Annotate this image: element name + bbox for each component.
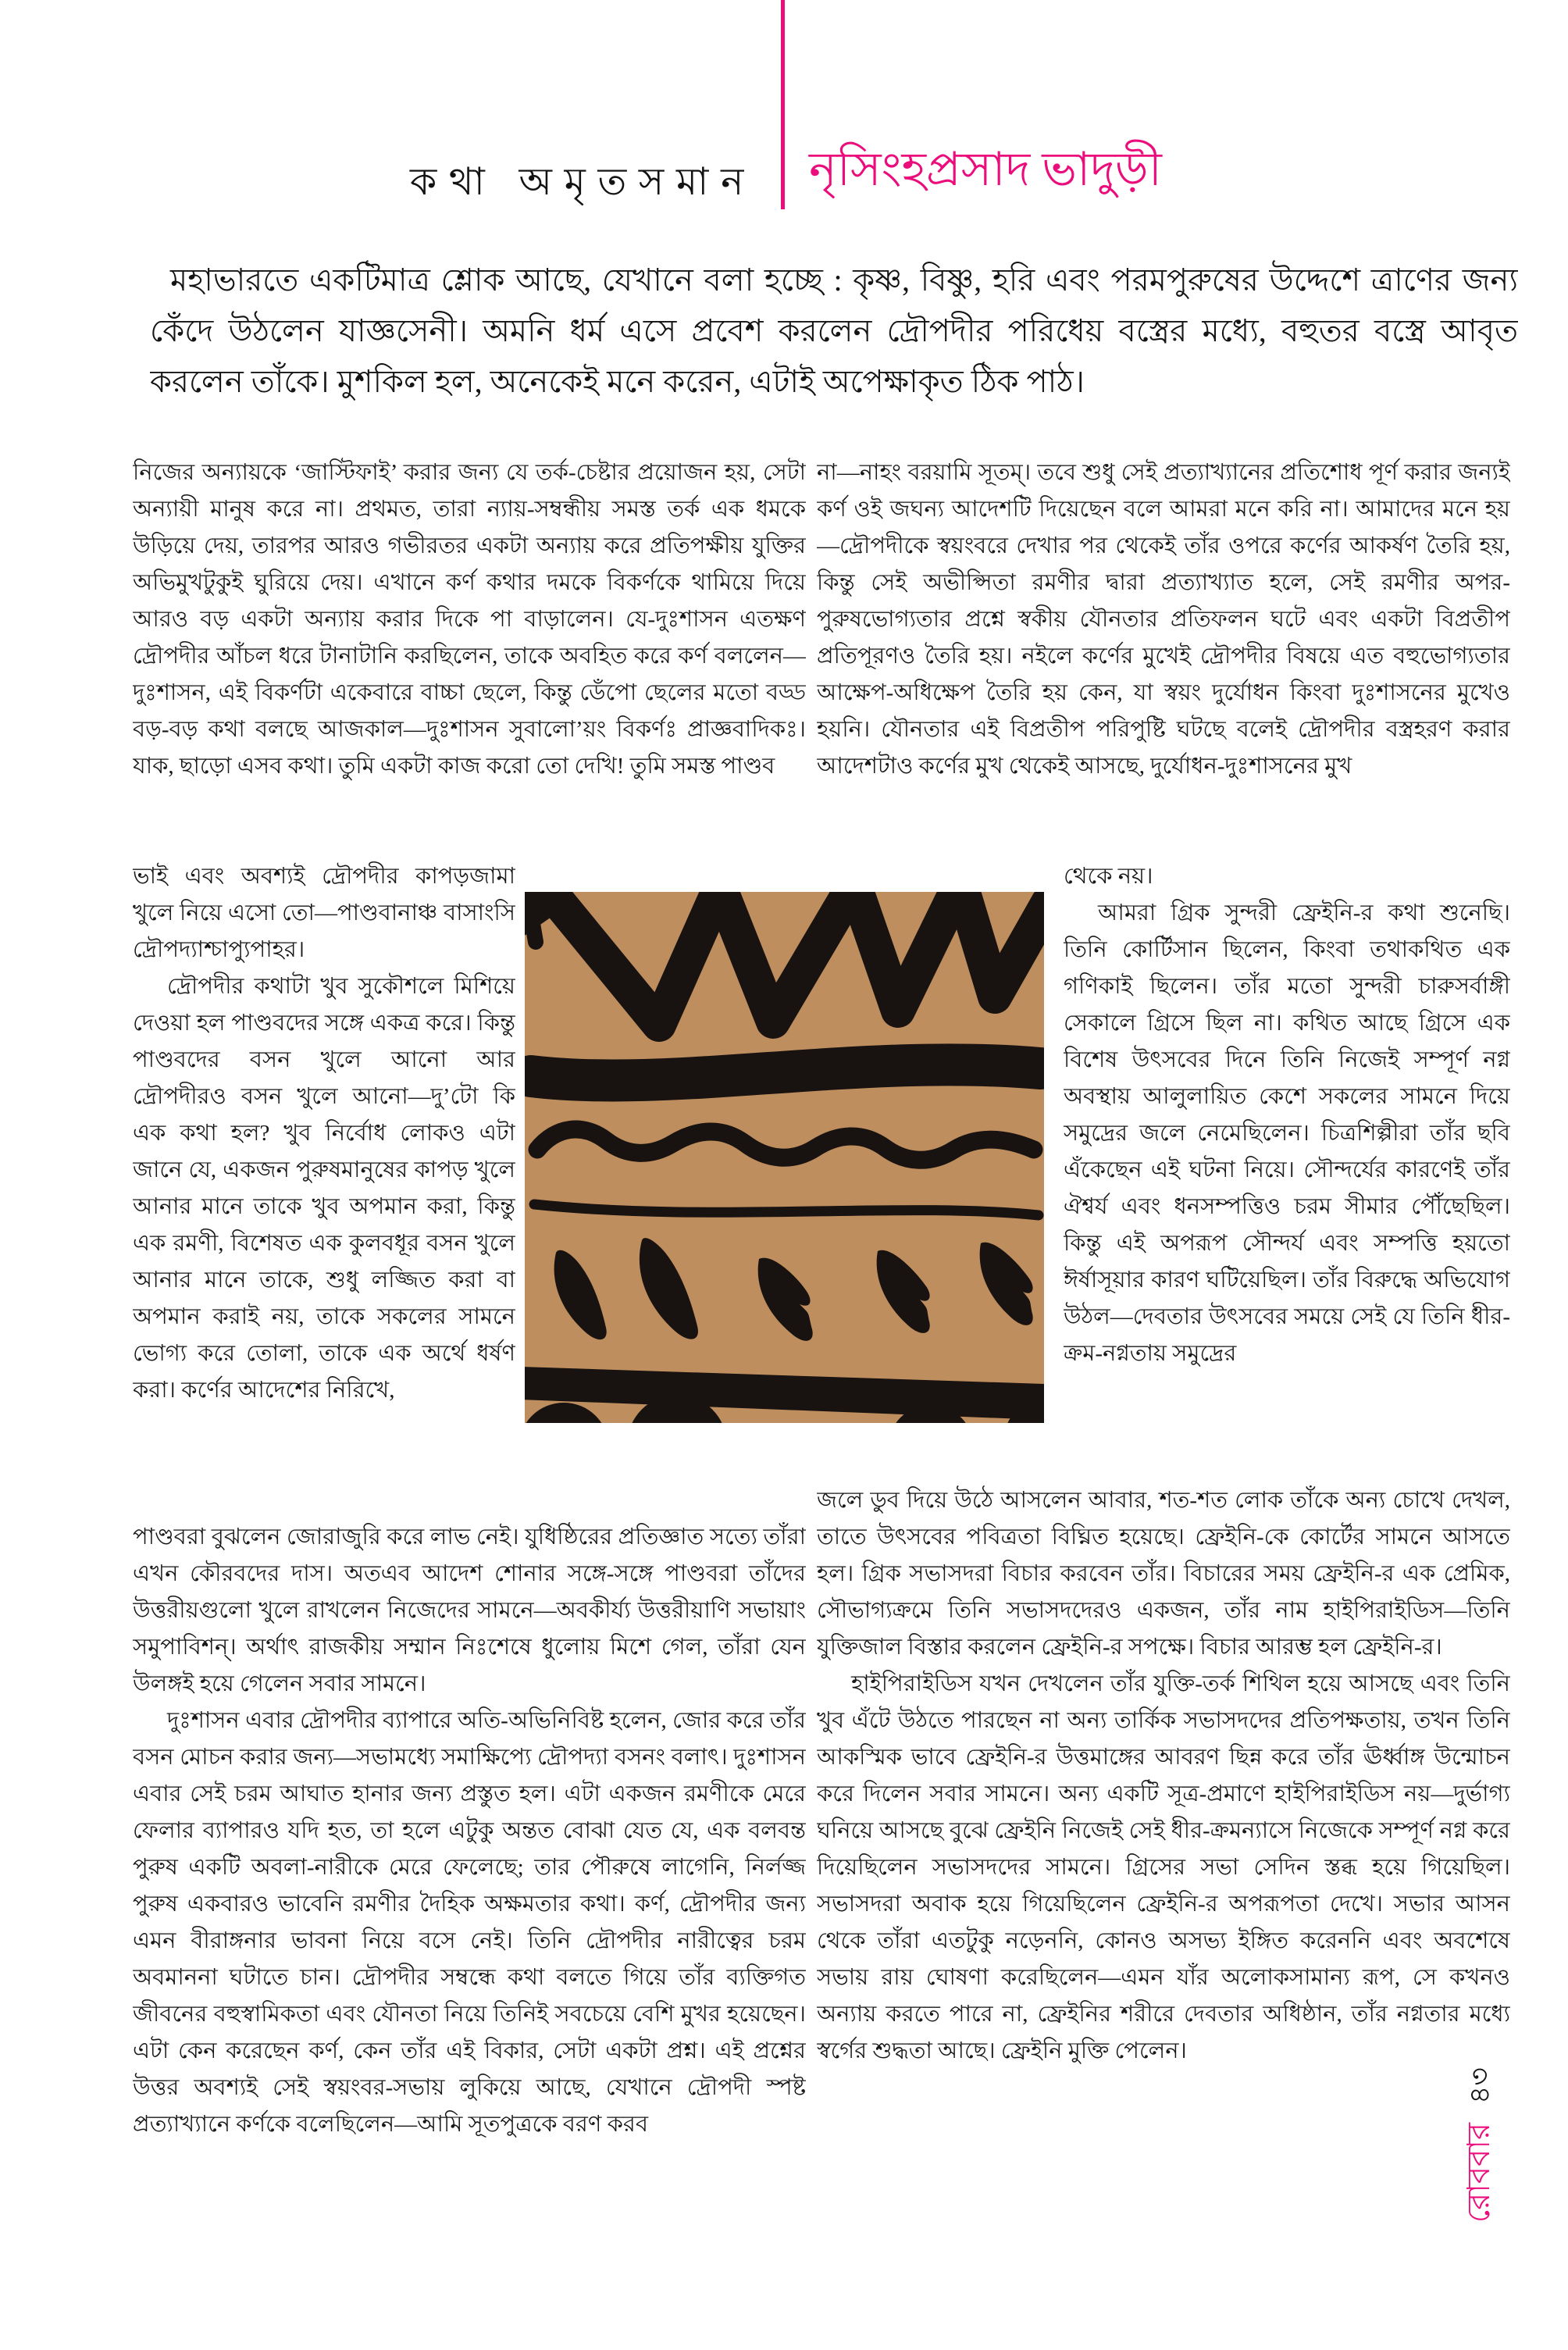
body-paragraph: নিজের অন্যায়কে ‘জাস্টিফাই’ করার জন্য যে তর্ক-চেষ্টার প্রয়োজন হয়, সেটা অন্যায়ী মানুষ করে না। প্রথমত, তারা ন্যায়-সম্বন্ধীয় সমস্ত তর্ক এক ধমকে উড়িয়ে দেয়, তারপর আরও গভীরতর একটা অন্যায় করে প্রতিপক্ষীয় যুক্তির অভিমুখটুকুই ঘুরিয়ে দেয়। এখানে কর্ণ কথার দমকে বিকর্ণকে থামিয়ে দিয়ে আরও বড় একটা অন্যায় করার দিকে পা বাড়ালেন। যে-দুঃশাসন এতক্ষণ দ্রৌপদীর আঁচল ধরে টানাটানি করছিলেন, তাকে অবহিত করে কর্ণ বললেন—দুঃশাসন, এই বিকর্ণটা একেবারে বাচ্চা ছেলে, কিন্তু ডেঁপো ছেলের মতো বড্ড বড়-বড় কথা বলছে আজকাল—দুঃশাসন সুবালো’য়ং বিকর্ণঃ প্রাজ্ঞবাদিকঃ। যাক, ছাড়ো এসব কথা। তুমি একটা কাজ করো তো দেখি! তুমি সমস্ত পাণ্ডব [133, 460, 806, 779]
header-divider-line [781, 0, 785, 209]
body-paragraph: দ্রৌপদীর কথাটা খুব সুকৌশলে মিশিয়ে দেওয়া হল পাণ্ডবদের সঙ্গে একত্র করে। কিন্তু পাণ্ডবদের বসন খুলে আনো আর দ্রৌপদীরও বসন খুলে আনো—দু’টো কি এক কথা হল? খুব নির্বোধ লোকও এটা জানে যে, একজন পুরুষমানুষের কাপড় খুলে আনার মানে তাকে খুব অপমান করা, কিন্তু এক রমণী, বিশেষত এক কুলবধূর বসন খুলে আনার মানে তাকে, শুধু লজ্জিত করা বা অপমান করাই নয়, তাকে সকলের সামনে ভোগ্য করে তোলা, তাকে এক অর্থে ধর্ষণ করা। কর্ণের আদেশের নিরিখে, [133, 974, 515, 1403]
section-title: কথা অমৃতসমান [409, 160, 756, 203]
page-number: ৪৩ [1464, 2067, 1495, 2105]
body-paragraph: জলে ডুব দিয়ে উঠে আসলেন আবার, শত-শত লোক তাঁকে অন্য চোখে দেখল, তাতে উৎসবের পবিত্রতা বিঘ্নিত হয়েছে। ফ্রেইনি-কে কোর্টের সামনে আসতে হল। গ্রিক সভাসদরা বিচার করবেন তাঁর। বিচারের সময় ফ্রেইনি-র এক প্রেমিক, সৌভাগ্যক্রমে তিনি সভাসদদেরও একজন, তাঁর নাম হাইপিরাইডিস—তিনি যুক্তিজাল বিস্তার করলেন ফ্রেইনি-র সপক্ষে। বিচার আরম্ভ হল ফ্রেইনি-র। [817, 1488, 1510, 1660]
tribal-brush-artwork [525, 892, 1044, 1423]
tribal-brush-artwork-svg [525, 892, 1044, 1423]
right-column-top [817, 455, 1510, 858]
left-column-bottom [133, 1519, 806, 2222]
right-column-beside-artwork [1064, 858, 1510, 1482]
body-paragraph: আমরা গ্রিক সুন্দরী ফ্রেইনি-র কথা শুনেছি। তিনি কোর্টিসান ছিলেন, কিংবা তথাকথিত এক গণিকাই ছিলেন। তাঁর মতো সুন্দরী চারুসর্বাঙ্গী সেকালে গ্রিসে ছিল না। কথিত আছে গ্রিসে এক বিশেষ উৎসবের দিনে তিনি নিজেই সম্পূর্ণ নগ্ন অবস্থায় আলুলায়িত কেশে সকলের সামনে দিয়ে সমুদ্রের জলে নেমেছিলেন। চিত্রশিল্পীরা তাঁর ছবি এঁকেছেন এই ঘটনা নিয়ে। সৌন্দর্যের কারণেই তাঁর ঐশ্বর্য এবং ধনসম্পত্তিও চরম সীমার পৌঁছেছিল। কিন্তু এই অপরূপ সৌন্দর্য এবং সম্পত্তি হয়তো ঈর্ষাসূয়ার কারণ ঘটিয়েছিল। তাঁর বিরুদ্ধে অভিযোগ উঠল—দেবতার উৎসবের সময়ে সেই যে তিনি ধীর-ক্রম-নগ্নতায় সমুদ্রের [1064, 900, 1510, 1366]
right-column-bottom [817, 1482, 1510, 2232]
body-paragraph: হাইপিরাইডিস যখন দেখলেন তাঁর যুক্তি-তর্ক শিথিল হয়ে আসছে এবং তিনি খুব এঁটে উঠতে পারছেন না অন্য তার্কিক সভাসদদের প্রতিপক্ষতায়, তখন তিনি আকস্মিক ভাবে ফ্রেইনি-র উত্তমাঙ্গের আবরণ ছিন্ন করে তাঁর ঊর্ধ্বাঙ্গ উন্মোচন করে দিলেন সবার সামনে। অন্য একটি সূত্র-প্রমাণে হাইপিরাইডিস নয়—দুর্ভাগ্য ঘনিয়ে আসছে বুঝে ফ্রেইনি নিজেই সেই ধীর-ক্রমন্যাসে নিজেকে সম্পূর্ণ নগ্ন করে দিয়েছিলেন সভাসদদের সামনে। গ্রিসের সভা সেদিন স্তব্ধ হয়ে গিয়েছিল। সভাসদরা অবাক হয়ে গিয়েছিলেন ফ্রেইনি-র অপরূপতা দেখে। সভার আসন থেকে তাঁরা এতটুকু নড়েননি, কোনও অসভ্য ইঙ্গিত করেননি এবং অবশেষে সভায় রায় ঘোষণা করেছিলেন—এমন যাঁর অলোকসামান্য রূপ, সে কখনও অন্যায় করতে পারে না, ফ্রেইনির শরীরে দেবতার অধিষ্ঠান, তাঁর নগ্নতার মধ্যে স্বর্গের শুদ্ধতা আছে। ফ্রেইনি মুক্তি পেলেন। [817, 1671, 1510, 2063]
left-column-beside-artwork [133, 858, 515, 1519]
body-paragraph: ভাই এবং অবশ্যই দ্রৌপদীর কাপড়জামা খুলে নিয়ে এসো তো—পাণ্ডবানাঞ্চ বাসাংসি দ্রৌপদ্যাশ্চাপ্যুপাহর। [133, 864, 515, 962]
body-paragraph: পাণ্ডবরা বুঝলেন জোরাজুরি করে লাভ নেই। যুধিষ্ঠিরের প্রতিজ্ঞাত সত্যে তাঁরা এখন কৌরবদের দাস। অতএব আদেশ শোনার সঙ্গে-সঙ্গে পাণ্ডবরা তাঁদের উত্তরীয়গুলো খুলে রাখলেন নিজেদের সামনে—অবকীর্য্য উত্তরীয়াণি সভায়াং সমুপাবিশন্। অর্থাৎ রাজকীয় সম্মান নিঃশেষে ধুলোয় মিশে গেল, তাঁরা যেন উলঙ্গই হয়ে গেলেন সবার সামনে। [133, 1524, 806, 1696]
author-name: নৃসিংহপ্রসাদ ভাদুড়ী [809, 144, 1162, 195]
body-paragraph: না—নাহং বরয়ামি সূতম্। তবে শুধু সেই প্রত্যাখ্যানের প্রতিশোধ পূর্ণ করার জন্যই কর্ণ ওই জঘন্য আদেশটি দিয়েছেন বলে আমরা মনে করি না। আমাদের মনে হয়—দ্রৌপদীকে স্বয়ংবরে দেখার পর থেকেই তাঁর ওপরে কর্ণের আকর্ষণ তৈরি হয়, কিন্তু সেই অভীপ্সিতা রমণীর দ্বারা প্রত্যাখ্যাত হলে, সেই রমণীর অপর-পুরুষভোগ্যতার প্রশ্নে স্বকীয় যৌনতার প্রতিফলন ঘটে এবং একটা বিপ্রতীপ প্রতিপূরণও তৈরি হয়। নইলে কর্ণের মুখেই দ্রৌপদীর বিষয়ে এত বহুভোগ্যতার আক্ষেপ-অধিক্ষেপ তৈরি হয় কেন, যা স্বয়ং দুর্যোধন কিংবা দুঃশাসনের মুখেও হয়নি। যৌনতার এই বিপ্রতীপ পরিপুষ্টি ঘটছে বলেই দ্রৌপদীর বস্ত্রহরণ করার আদেশটাও কর্ণের মুখ থেকেই আসছে, দুর্যোধন-দুঃশাসনের মুখ [817, 460, 1510, 779]
magazine-name: রোববার [1461, 2123, 1496, 2223]
intro-paragraph: মহাভারতে একটিমাত্র শ্লোক আছে, যেখানে বলা হচ্ছে : কৃষ্ণ, বিষ্ণু, হরি এবং পরমপুরুষের উদ্দেশে ত্রাণের জন্য কেঁদে উঠলেন যাজ্ঞসেনী। অমনি ধর্ম এসে প্রবেশ করলেন দ্রৌপদীর পরিধেয় বস্ত্রের মধ্যে, বহুতর বস্ত্রে আবৃত করলেন তাঁকে। মুশকিল হল, অনেকেই মনে করেন, এটাই অপেক্ষাকৃত ঠিক পাঠ। [150, 262, 1518, 399]
page-margin-label-inner [1462, 2067, 1497, 2223]
body-paragraph: দুঃশাসন এবার দ্রৌপদীর ব্যাপারে অতি-অভিনিবিষ্ট হলেন, জোর করে তাঁর বসন মোচন করার জন্য—সভামধ্যে সমাক্ষিপ্যে দ্রৌপদ্যা বসনং বলাৎ। দুঃশাসন এবার সেই চরম আঘাত হানার জন্য প্রস্তুত হল। এটা একজন রমণীকে মেরে ফেলার ব্যাপারও যদি হত, তা হলে এটুকু অন্তত বোঝা যেত যে, এক বলবন্ত পুরুষ একটি অবলা-নারীকে মেরে ফেলেছে; তার পৌরুষে লাগেনি, নির্লজ্জ পুরুষ একবারও ভাবেনি রমণীর দৈহিক অক্ষমতার কথা। কর্ণ, দ্রৌপদীর জন্য এমন বীরাঙ্গনার ভাবনা নিয়ে বসে নেই। তিনি দ্রৌপদীর নারীত্বের চরম অবমাননা ঘটাতে চান। দ্রৌপদীর সম্বন্ধে কথা বলতে গিয়ে তাঁর ব্যক্তিগত জীবনের বহুস্বামিকতা এবং যৌনতা নিয়ে তিনিই সবচেয়ে বেশি মুখর হয়েছেন। এটা কেন করেছেন কর্ণ, কেন তাঁর এই বিকার, সেটা একটা প্রশ্ন। এই প্রশ্নের উত্তর অবশ্যই সেই স্বয়ংবর-সভায় লুকিয়ে আছে, যেখানে দ্রৌপদী স্পষ্ট প্রত্যাখ্যানে কর্ণকে বলেছিলেন—আমি সূতপুত্রকে বরণ করব [133, 1708, 806, 2137]
left-column-top [133, 455, 806, 858]
body-paragraph: থেকে নয়। [1064, 864, 1153, 889]
